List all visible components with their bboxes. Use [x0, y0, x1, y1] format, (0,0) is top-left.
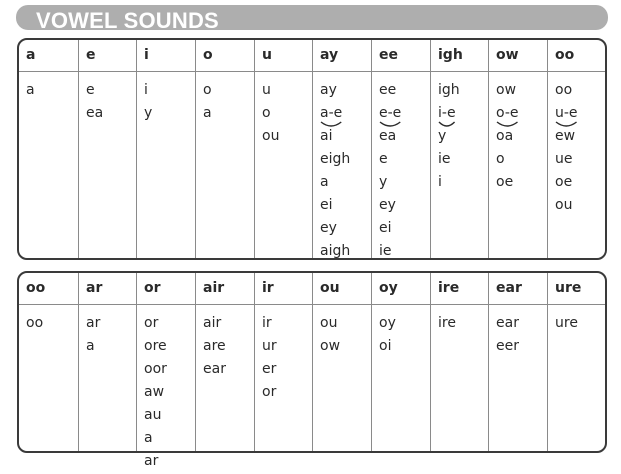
- column-body: [489, 72, 547, 195]
- column-body: [372, 305, 430, 359]
- column-header-label: a: [26, 47, 36, 63]
- grapheme-text: oor: [144, 361, 167, 377]
- grapheme: [137, 428, 195, 451]
- grapheme: [548, 195, 605, 218]
- vowel-table-1: [17, 38, 607, 260]
- grapheme-text: au: [144, 407, 162, 423]
- grapheme: [313, 195, 371, 218]
- grapheme-text: ore: [144, 338, 167, 354]
- grapheme: [137, 103, 195, 126]
- grapheme-text: ure: [555, 315, 578, 331]
- grapheme: [137, 313, 195, 336]
- grapheme-text: ow: [320, 338, 341, 354]
- grapheme: [372, 149, 430, 172]
- column-body: [137, 72, 195, 126]
- grapheme: [548, 126, 605, 149]
- grapheme: [255, 126, 312, 149]
- grapheme-text: a: [86, 338, 95, 354]
- column-header: [548, 273, 605, 305]
- table2-column-9: [547, 273, 605, 451]
- column-body: [548, 305, 605, 336]
- column-body: [372, 72, 430, 264]
- column-header-label: igh: [438, 47, 463, 63]
- column-body: [196, 305, 254, 382]
- grapheme: [79, 103, 136, 126]
- grapheme-text: ear: [203, 361, 226, 377]
- grapheme: [313, 103, 371, 126]
- grapheme: [196, 313, 254, 336]
- column-header: [255, 40, 312, 72]
- grapheme-text: ie: [379, 243, 392, 259]
- grapheme-text: oe: [496, 174, 514, 190]
- grapheme-text: e: [379, 151, 388, 167]
- vowel-table-1-columns: [19, 40, 605, 258]
- grapheme: [372, 172, 430, 195]
- column-header: [489, 40, 547, 72]
- table2-column-6: [371, 273, 430, 451]
- grapheme: [548, 80, 605, 103]
- grapheme-text: aigh: [320, 243, 351, 259]
- column-body: [19, 72, 78, 103]
- grapheme: [255, 336, 312, 359]
- grapheme: [137, 405, 195, 428]
- grapheme-text: i: [144, 82, 148, 98]
- table1-column-1: [78, 40, 136, 258]
- grapheme-text: i-e: [438, 103, 456, 123]
- grapheme-text: a: [26, 82, 35, 98]
- column-body: [255, 305, 312, 405]
- grapheme: [372, 126, 430, 149]
- table2-column-8: [488, 273, 547, 451]
- table1-column-3: [195, 40, 254, 258]
- grapheme-text: ie: [438, 151, 451, 167]
- column-header-label: ear: [496, 280, 522, 296]
- column-header: [313, 273, 371, 305]
- page-title: VOWEL SOUNDS: [36, 8, 219, 33]
- grapheme-text: ea: [379, 128, 397, 144]
- table2-column-7: [430, 273, 488, 451]
- grapheme: [19, 80, 78, 103]
- grapheme: [313, 336, 371, 359]
- column-header: [255, 273, 312, 305]
- column-body: [313, 72, 371, 264]
- grapheme-text: o: [496, 151, 505, 167]
- grapheme-text: ir: [262, 315, 272, 331]
- grapheme-text: eigh: [320, 151, 351, 167]
- column-body: [79, 72, 136, 126]
- grapheme: [79, 336, 136, 359]
- grapheme: [489, 172, 547, 195]
- grapheme: [137, 80, 195, 103]
- table2-column-2: [136, 273, 195, 469]
- column-header-label: ou: [320, 280, 340, 296]
- column-header: [372, 273, 430, 305]
- grapheme: [79, 313, 136, 336]
- column-body: [431, 305, 488, 336]
- column-header: [79, 40, 136, 72]
- grapheme-text: ew: [555, 128, 576, 144]
- column-header-label: ar: [86, 280, 103, 296]
- grapheme: [548, 313, 605, 336]
- grapheme: [489, 313, 547, 336]
- grapheme: [372, 218, 430, 241]
- grapheme-text: air: [203, 315, 222, 331]
- grapheme: [548, 149, 605, 172]
- grapheme: [548, 172, 605, 195]
- table2-column-3: [195, 273, 254, 451]
- grapheme-text: ou: [555, 197, 573, 213]
- column-header-label: ire: [438, 280, 460, 296]
- grapheme-text: u: [262, 82, 271, 98]
- grapheme: [372, 103, 430, 126]
- grapheme-text: igh: [438, 82, 460, 98]
- grapheme: [313, 126, 371, 149]
- table1-column-5: [312, 40, 371, 258]
- column-header: [489, 273, 547, 305]
- grapheme: [137, 359, 195, 382]
- table1-column-0: [19, 40, 78, 258]
- grapheme: [489, 336, 547, 359]
- vowel-table-2-columns: [19, 273, 605, 469]
- grapheme-text: or: [262, 384, 277, 400]
- grapheme-text: e-e: [379, 103, 401, 123]
- grapheme: [313, 172, 371, 195]
- grapheme-text: oo: [26, 315, 44, 331]
- grapheme: [313, 149, 371, 172]
- grapheme-text: a-e: [320, 103, 342, 123]
- grapheme-text: are: [203, 338, 226, 354]
- grapheme: [489, 103, 547, 126]
- column-header: [19, 40, 78, 72]
- column-header-label: ee: [379, 47, 398, 63]
- table2-column-4: [254, 273, 312, 451]
- grapheme-text: ei: [379, 220, 392, 236]
- grapheme-text: eer: [496, 338, 519, 354]
- grapheme-text: ire: [438, 315, 456, 331]
- column-header: [137, 40, 195, 72]
- column-header-label: o: [203, 47, 213, 63]
- column-header-label: u: [262, 47, 272, 63]
- table2-column-5: [312, 273, 371, 451]
- grapheme-text: a: [203, 105, 212, 121]
- column-header-label: e: [86, 47, 96, 63]
- column-header-label: oy: [379, 280, 398, 296]
- grapheme: [137, 336, 195, 359]
- grapheme: [255, 80, 312, 103]
- grapheme-text: oy: [379, 315, 396, 331]
- grapheme-text: o: [262, 105, 271, 121]
- grapheme: [313, 241, 371, 264]
- grapheme: [431, 149, 488, 172]
- column-body: [79, 305, 136, 359]
- column-header: [548, 40, 605, 72]
- grapheme-text: ou: [320, 315, 338, 331]
- column-header: [431, 40, 488, 72]
- grapheme-text: ey: [379, 197, 396, 213]
- grapheme-text: oi: [379, 338, 392, 354]
- grapheme-text: er: [262, 361, 277, 377]
- grapheme: [372, 195, 430, 218]
- grapheme: [372, 336, 430, 359]
- column-header: [196, 273, 254, 305]
- column-body: [137, 305, 195, 474]
- column-header: [372, 40, 430, 72]
- grapheme: [372, 313, 430, 336]
- grapheme: [489, 126, 547, 149]
- grapheme: [255, 359, 312, 382]
- column-body: [196, 72, 254, 126]
- grapheme: [79, 80, 136, 103]
- grapheme-text: o-e: [496, 103, 519, 123]
- column-body: [19, 305, 78, 336]
- column-header-label: ow: [496, 47, 519, 63]
- table1-column-7: [430, 40, 488, 258]
- table2-column-0: [19, 273, 78, 451]
- grapheme-text: ay: [320, 82, 337, 98]
- table1-column-6: [371, 40, 430, 258]
- grapheme: [431, 103, 488, 126]
- grapheme: [313, 313, 371, 336]
- grapheme-text: e: [86, 82, 95, 98]
- grapheme: [255, 103, 312, 126]
- grapheme: [431, 126, 488, 149]
- grapheme-text: ey: [320, 220, 337, 236]
- column-header: [196, 40, 254, 72]
- grapheme: [19, 313, 78, 336]
- grapheme: [372, 80, 430, 103]
- grapheme-text: ou: [262, 128, 280, 144]
- grapheme-text: ow: [496, 82, 517, 98]
- column-header: [19, 273, 78, 305]
- grapheme: [255, 382, 312, 405]
- grapheme: [431, 80, 488, 103]
- grapheme-text: oa: [496, 128, 514, 144]
- table1-column-2: [136, 40, 195, 258]
- grapheme-text: ur: [262, 338, 277, 354]
- table1-column-4: [254, 40, 312, 258]
- grapheme: [313, 218, 371, 241]
- grapheme-text: ar: [144, 453, 159, 469]
- grapheme: [137, 382, 195, 405]
- grapheme-text: oo: [555, 82, 573, 98]
- grapheme-text: ee: [379, 82, 397, 98]
- grapheme-text: a: [144, 430, 153, 446]
- table1-column-8: [488, 40, 547, 258]
- grapheme: [548, 103, 605, 126]
- grapheme-text: aw: [144, 384, 165, 400]
- grapheme-text: ear: [496, 315, 519, 331]
- column-header-label: or: [144, 280, 161, 296]
- column-body: [548, 72, 605, 218]
- grapheme: [489, 149, 547, 172]
- grapheme: [196, 359, 254, 382]
- grapheme-text: ue: [555, 151, 573, 167]
- grapheme-text: y: [379, 174, 388, 190]
- column-header: [137, 273, 195, 305]
- grapheme-text: ar: [86, 315, 101, 331]
- column-header-label: air: [203, 280, 225, 296]
- column-header-label: ir: [262, 280, 274, 296]
- grapheme: [372, 241, 430, 264]
- grapheme: [137, 451, 195, 474]
- grapheme-text: or: [144, 315, 159, 331]
- column-header-label: oo: [26, 280, 46, 296]
- vowel-table-2: [17, 271, 607, 469]
- grapheme: [431, 313, 488, 336]
- table1-column-9: [547, 40, 605, 258]
- grapheme: [313, 80, 371, 103]
- column-header-label: ay: [320, 47, 339, 63]
- column-body: [489, 305, 547, 359]
- grapheme-text: ea: [86, 105, 104, 121]
- grapheme-text: a: [320, 174, 329, 190]
- column-header-label: i: [144, 47, 149, 63]
- grapheme-text: i: [438, 174, 442, 190]
- grapheme-text: y: [144, 105, 153, 121]
- grapheme: [196, 336, 254, 359]
- column-header-label: oo: [555, 47, 575, 63]
- grapheme: [255, 313, 312, 336]
- column-header-label: ure: [555, 280, 582, 296]
- table2-column-1: [78, 273, 136, 451]
- column-header: [313, 40, 371, 72]
- column-body: [255, 72, 312, 149]
- grapheme: [196, 80, 254, 103]
- column-header: [79, 273, 136, 305]
- grapheme-text: ei: [320, 197, 333, 213]
- column-header: [431, 273, 488, 305]
- grapheme: [431, 172, 488, 195]
- grapheme-text: y: [438, 128, 447, 144]
- grapheme-text: oe: [555, 174, 573, 190]
- title-banner: [16, 5, 608, 33]
- column-body: [431, 72, 488, 195]
- column-body: [313, 305, 371, 359]
- grapheme-text: u-e: [555, 103, 578, 123]
- grapheme: [196, 103, 254, 126]
- grapheme: [489, 80, 547, 103]
- grapheme-text: ai: [320, 128, 333, 144]
- grapheme-text: o: [203, 82, 212, 98]
